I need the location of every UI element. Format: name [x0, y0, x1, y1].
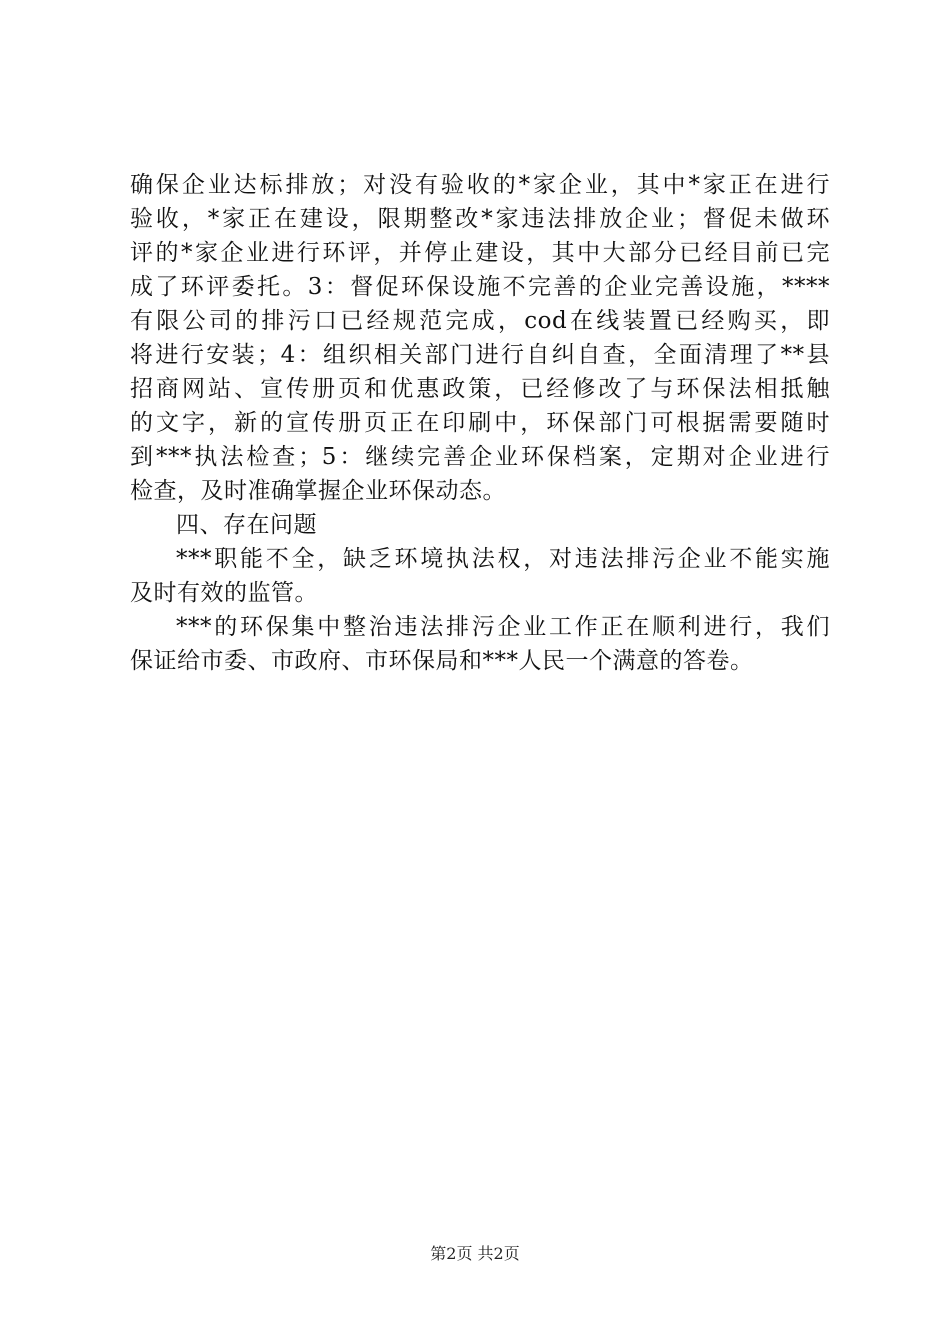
document-body	[130, 168, 830, 678]
page-number-footer: 第2页 共2页	[430, 1244, 520, 1263]
paragraph-line: 检查，及时准确掌握企业环保动态。	[130, 478, 506, 504]
paragraph-line: ***的环保集中整治违法排污企业工作正在顺利进行，我们	[176, 614, 830, 640]
paragraph-line: 将进行安装；4：组织相关部门进行自纠自查，全面清理了**县	[130, 342, 830, 368]
paragraph-line: 及时有效的监管。	[130, 580, 318, 606]
section-heading: 四、存在问题	[176, 512, 317, 538]
paragraph-line: 有限公司的排污口已经规范完成，cod在线装置已经购买，即	[130, 308, 830, 334]
paragraph-line: 评的*家企业进行环评，并停止建设，其中大部分已经目前已完	[130, 240, 830, 266]
paragraph-line: 招商网站、宣传册页和优惠政策，已经修改了与环保法相抵触	[130, 376, 830, 402]
paragraph-line: 到***执法检查；5：继续完善企业环保档案，定期对企业进行	[130, 444, 830, 470]
paragraph-line: 验收，*家正在建设，限期整改*家违法排放企业；督促未做环	[130, 206, 830, 232]
paragraph-line: 成了环评委托。3：督促环保设施不完善的企业完善设施，****	[130, 274, 830, 300]
paragraph-line: 的文字，新的宣传册页正在印刷中，环保部门可根据需要随时	[130, 410, 830, 436]
paragraph-line: 确保企业达标排放；对没有验收的*家企业，其中*家正在进行	[130, 172, 830, 198]
paragraph-line: 保证给市委、市政府、市环保局和***人民一个满意的答卷。	[130, 648, 754, 674]
paragraph-line: ***职能不全，缺乏环境执法权，对违法排污企业不能实施	[176, 546, 830, 572]
